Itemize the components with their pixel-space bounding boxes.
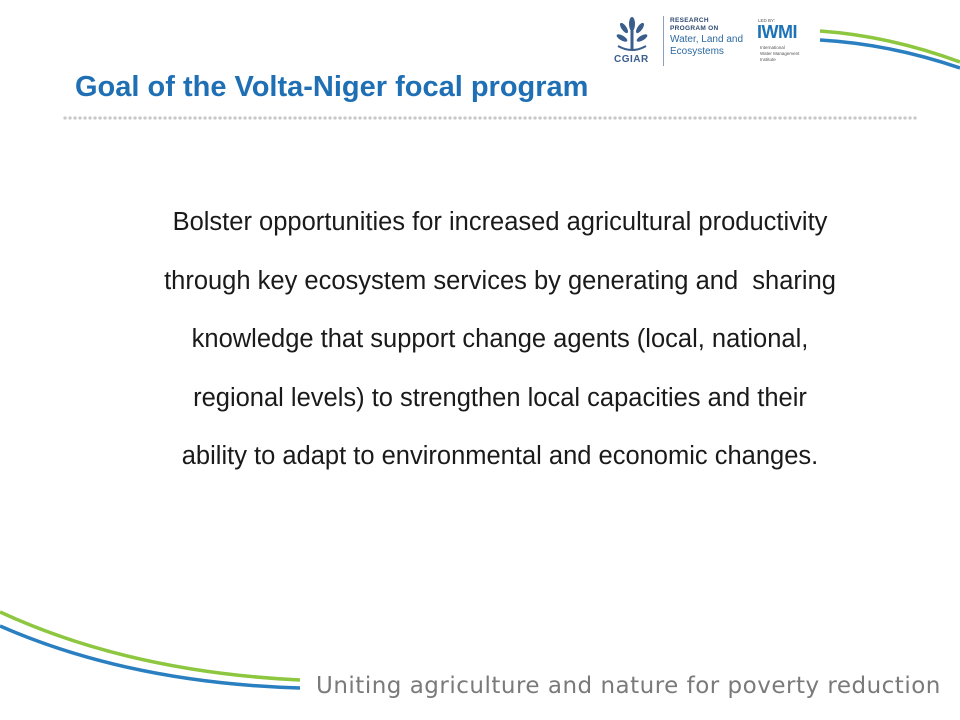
goal-line-1: Bolster opportunities for increased agricultural productivity <box>172 208 828 236</box>
top-swoosh-lines <box>820 31 960 68</box>
iwmi-led-by: LED BY: <box>758 18 776 23</box>
program-line-4: Ecosystems <box>670 46 724 57</box>
bottom-swoosh-lines <box>0 612 300 688</box>
slide-title: Goal of the Volta-Niger focal program <box>75 71 589 103</box>
program-line-1: RESEARCH <box>670 17 709 24</box>
goal-line-3: knowledge that support change agents (local, national, <box>191 325 809 353</box>
cgiar-logo-text: CGIAR <box>614 54 649 65</box>
partner-logos <box>600 14 815 72</box>
footer-tagline: Uniting agriculture and nature for poverty reduction <box>316 673 941 699</box>
program-line-3: Water, Land and <box>670 34 744 45</box>
goal-line-4: regional levels) to strengthen local capacities and their <box>193 383 807 412</box>
logo-divider <box>663 16 664 66</box>
iwmi-line-2: Water Management <box>760 51 800 56</box>
iwmi-logo-text: IWMI <box>757 22 797 42</box>
goal-line-5: ability to adapt to environmental and economic changes. <box>181 442 819 470</box>
program-line-2: PROGRAM ON <box>670 25 719 32</box>
iwmi-line-1: International <box>760 45 785 50</box>
iwmi-line-3: Institute <box>760 57 776 62</box>
goal-statement <box>60 193 940 486</box>
cgiar-leaf-icon <box>612 16 652 56</box>
goal-line-2: through key ecosystem services by generating and sharing <box>164 266 836 295</box>
